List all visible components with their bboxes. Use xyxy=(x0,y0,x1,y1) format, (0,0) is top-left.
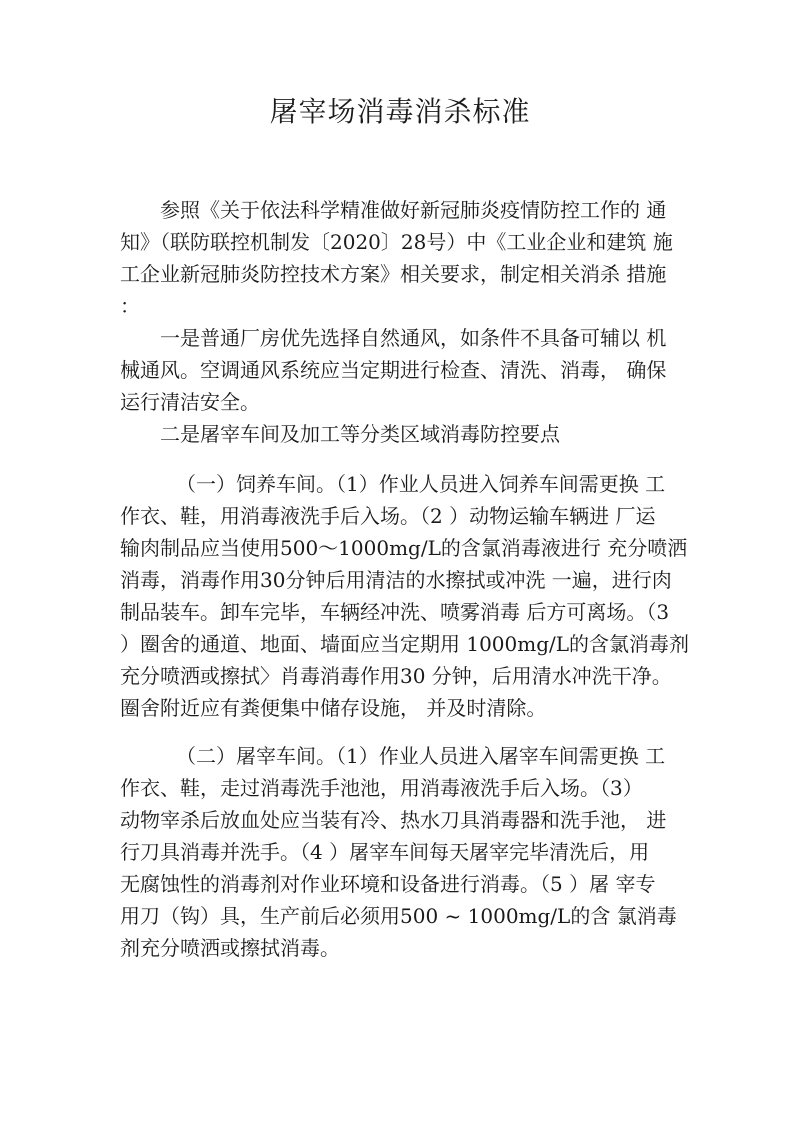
text-line: 制品装车。卸车完毕，车辆经冲洗、喷雾消毒 后方可离场。（3 xyxy=(120,600,670,624)
text-line: ： xyxy=(120,294,140,318)
text-line: 充分喷洒或擦拭〉肖毒消毒作用30 分钟，后用清水冲洗干净。 xyxy=(120,664,672,688)
text-line: （一）饲养车间。（1）作业人员进入饲养车间需更换 工 xyxy=(176,472,666,496)
text-line: 一是普通厂房优先选择自然通风，如条件不具备可辅以 机 xyxy=(160,326,667,350)
text-line: 剂充分喷洒或擦拭消毒。 xyxy=(120,936,340,960)
text-line: 知》（联防联控机制发〔2020〕28号）中《工业企业和建筑 施 xyxy=(120,230,673,254)
text-line: 消毒，消毒作用30分钟后用清洁的水擦拭或冲洗 一遍，进行肉 xyxy=(120,568,672,592)
text-line: 工企业新冠肺炎防控技术方案》相关要求，制定相关消杀 措施 xyxy=(120,262,667,286)
text-line: （二）屠宰车间。（1）作业人员进入屠宰车间需更换 工 xyxy=(176,744,666,768)
text-line: 输肉制品应当使用500〜1000mg/L的含氯消毒液进行 充分喷洒 xyxy=(120,536,688,560)
document-title: 屠宰场消毒消杀标准 xyxy=(269,95,531,128)
paragraph-feeding-workshop xyxy=(120,468,695,724)
text-line: ）圈舍的通道、地面、墙面应当定期用 1000mg/L的含氯消毒剂 xyxy=(120,632,690,656)
paragraph-reference xyxy=(120,194,695,322)
text-line: 械通风。空调通风系统应当定期进行检查、清洗、消毒， 确保 xyxy=(120,358,667,382)
text-line: 圈舍附近应有粪便集中储存设施， 并及时清除。 xyxy=(120,696,547,720)
paragraph-ventilation xyxy=(120,322,695,418)
text-line: 参照《关于依法科学精准做好新冠肺炎疫情防控工作的 通 xyxy=(160,198,667,222)
text-line: 行刀具消毒并洗手。（4 ）屠宰车间每天屠宰完毕清洗后，用 xyxy=(120,840,650,864)
text-line: 二是屠宰车间及加工等分类区域消毒防控要点 xyxy=(160,422,560,446)
paragraph-section-heading xyxy=(120,418,695,450)
text-line: 动物宰杀后放血处应当装有冷、热水刀具消毒器和洗手池， 进 xyxy=(120,808,667,832)
text-line: 作衣、鞋，用消毒液洗手后入场。（2 ）动物运输车辆进 厂运 xyxy=(120,504,656,528)
text-line: 作衣、鞋，走过消毒洗手池池，用消毒液洗手后入场。（3） xyxy=(120,776,643,800)
text-line: 无腐蚀性的消毒剂对作业环境和设备进行消毒。（5 ）屠 宰专 xyxy=(120,872,656,896)
text-line: 用刀（钩）具，生产前后必须用500 ~ 1000mg/L的含 氯消毒 xyxy=(120,904,677,928)
text-line: 运行清洁安全。 xyxy=(120,390,260,414)
paragraph-slaughter-workshop xyxy=(120,740,695,964)
